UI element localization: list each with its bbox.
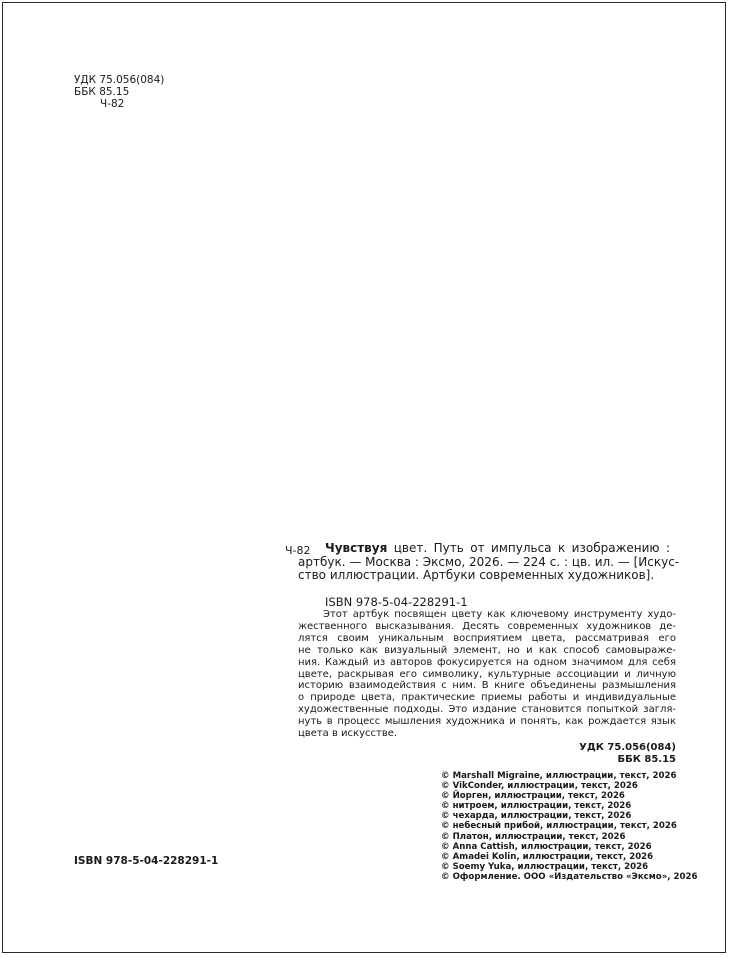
credit-line: © Оформление. ООО «Издательство «Эксмо», 2026 xyxy=(441,871,698,882)
credit-line: © Йорген, иллюстрации, текст, 2026 xyxy=(441,791,625,802)
credit-line: © небесный прибой, иллюстрации, текст, 2026 xyxy=(441,821,677,832)
credit-line: © Marshall Migraine, иллюстрации, текст, 2026 xyxy=(441,771,677,781)
annotation-line: лятся своим уникальным восприятием цвета, рассматривая его xyxy=(298,632,676,644)
record-line xyxy=(298,554,680,570)
annotation-line: ния. Каждый из авторов фокусируется на одном значимом для себя xyxy=(298,656,676,668)
record-line-text: артбук. — Москва : Эксмо, 2026. — 224 с. : цв. ил. — [Искус- xyxy=(298,554,680,569)
record-isbn: ISBN 978-5-04-228291-1 xyxy=(325,595,468,609)
annotation-line: цвета в искусстве. xyxy=(298,728,398,740)
bbk-code: ББК 85.15 xyxy=(74,86,130,98)
annotation xyxy=(298,609,676,740)
record-author-mark: Ч-82 xyxy=(285,544,311,557)
annotation-line: о природе цвета, практические приемы работы и индивидуальные xyxy=(298,692,676,704)
record-line-text: цвет. Путь от импульса к изображению : xyxy=(387,541,670,555)
annotation-line: нуть в процесс мышления художника и понять, как рождается язык xyxy=(298,716,676,728)
credit-line: © Amadei Kolin, иллюстрации, текст, 2026 xyxy=(441,851,654,862)
record-line xyxy=(298,569,670,583)
bbk-code-bold: ББК 85.15 xyxy=(617,753,676,765)
annotation-line: жественного высказывания. Десять современных художников де- xyxy=(298,620,676,632)
annotation-line: не только как визуальный элемент, но и как способ самовыраже- xyxy=(298,644,676,656)
annotation-line: художественные подходы. Это издание становится попыткой загля- xyxy=(298,704,676,716)
record-line-text: ство иллюстрации. Артбуки современных художников]. xyxy=(298,568,655,582)
udk-code: УДК 75.056(084) xyxy=(74,74,165,86)
classification-codes xyxy=(579,742,676,765)
credit-line: © Soemy Yuka, иллюстрации, текст, 2026 xyxy=(441,861,649,872)
footer-isbn: ISBN 978-5-04-228291-1 xyxy=(74,855,219,867)
credit-line: © VikConder, иллюстрации, текст, 2026 xyxy=(441,781,638,792)
title-lead-word: Чувствуя xyxy=(325,541,388,555)
credit-line: © Платон, иллюстрации, текст, 2026 xyxy=(441,831,626,842)
annotation-line: Этот артбук посвящен цвету как ключевому инструменту худо- xyxy=(323,609,676,620)
record-line xyxy=(325,542,670,556)
annotation-line: историю взаимодействия с ним. В книге объединены размышления xyxy=(298,680,676,692)
annotation-line: цвете, раскрывая его символику, культурные ассоциации и личную xyxy=(298,668,676,680)
credit-line: © чехардa, иллюстрации, текст, 2026 xyxy=(441,811,632,822)
author-mark: Ч-82 xyxy=(100,98,125,110)
udk-code-bold: УДК 75.056(084) xyxy=(579,742,676,753)
credit-line: © Anna Cattish, иллюстрации, текст, 2026 xyxy=(441,841,652,852)
copyright-credits xyxy=(441,771,697,882)
credit-line: © нитроем, иллюстрации, текст, 2026 xyxy=(441,801,632,812)
